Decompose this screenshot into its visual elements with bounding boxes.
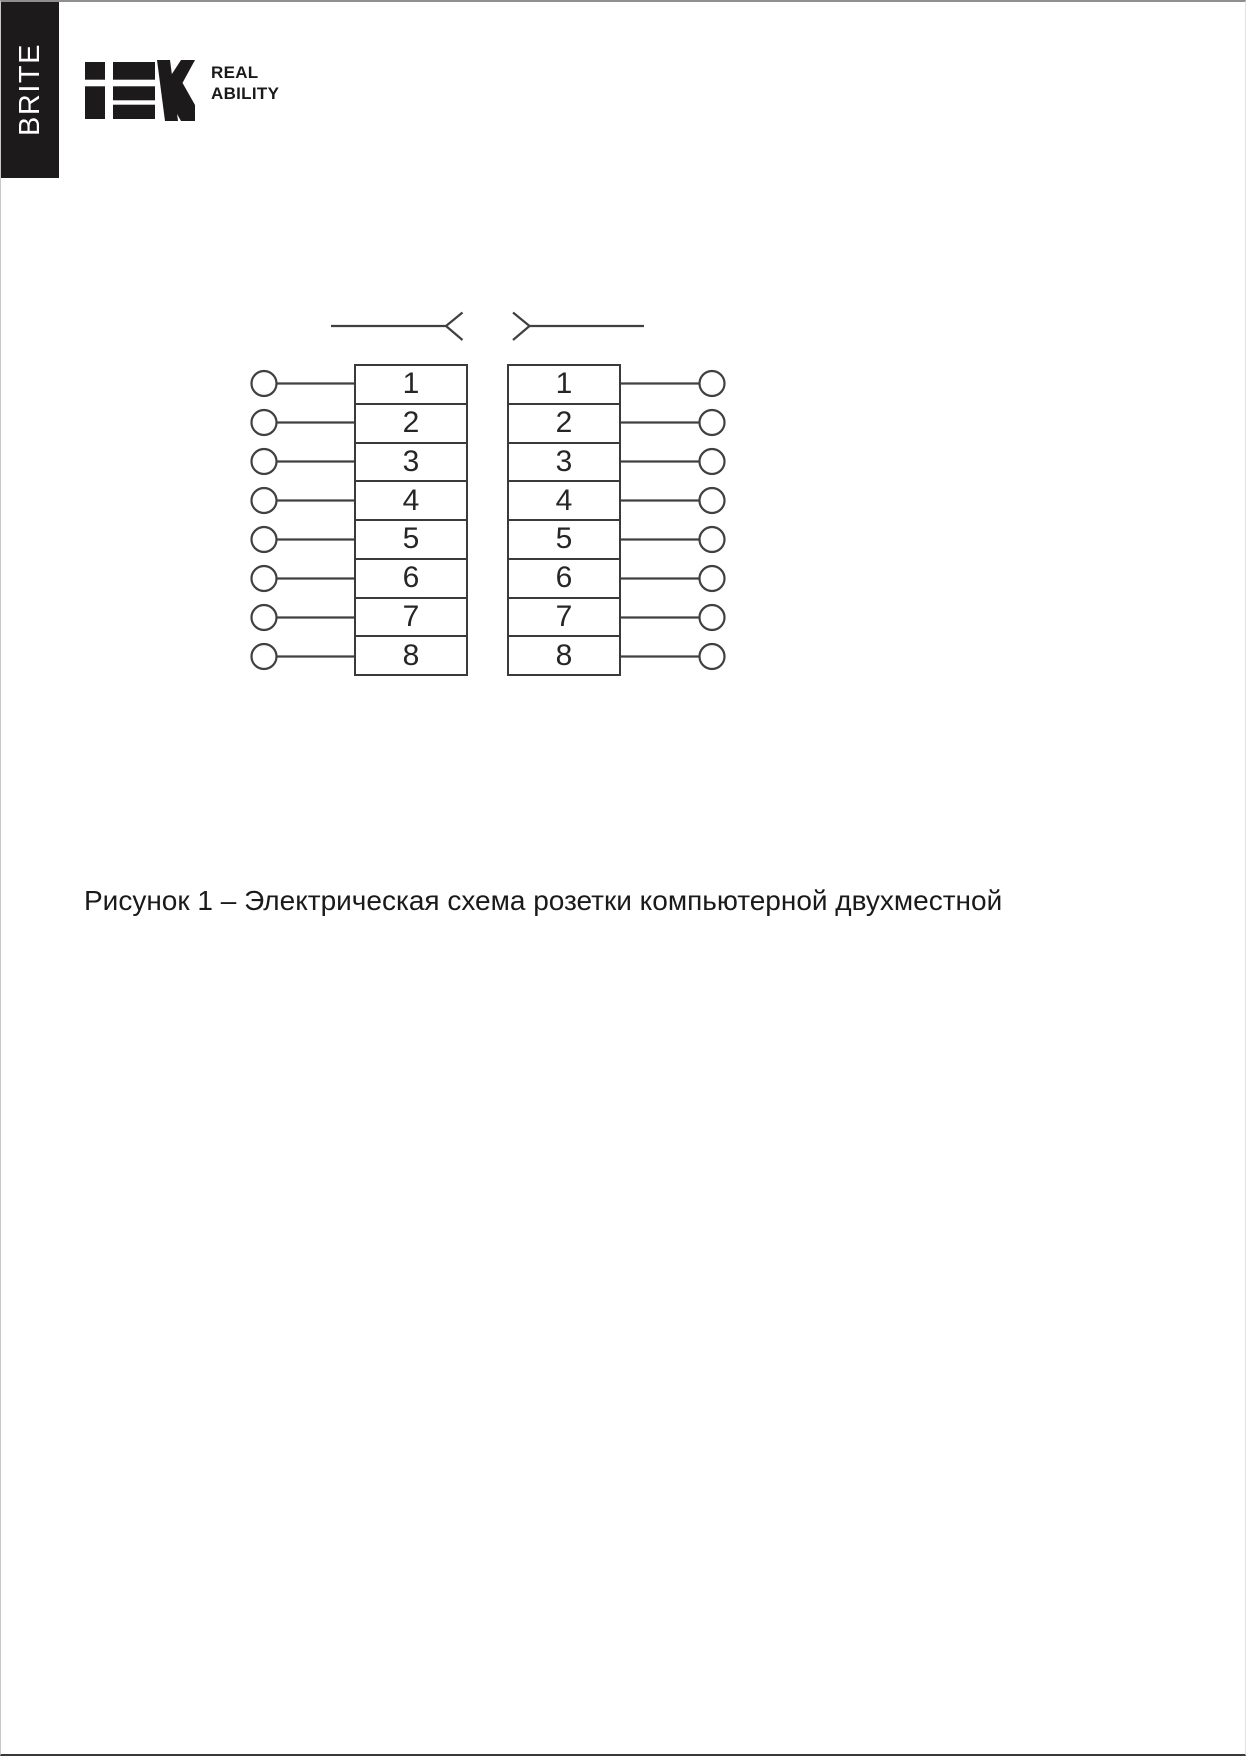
pin-table-right <box>507 364 621 676</box>
terminal-circle <box>252 371 277 396</box>
figure-caption: Рисунок 1 – Электрическая схема розетки компьютерной двухместной <box>84 885 1003 916</box>
pin-row <box>356 482 466 521</box>
pin-row <box>356 560 466 599</box>
pin-number: 7 <box>402 599 420 633</box>
pin-row <box>356 366 466 405</box>
pin-row <box>356 444 466 483</box>
tagline-line-ability: ABILITY <box>211 84 280 103</box>
pin-number: 5 <box>555 522 573 556</box>
pin-row <box>509 599 619 638</box>
terminal-circle <box>252 449 277 474</box>
pin-row <box>356 599 466 638</box>
pin-number: 1 <box>402 367 420 401</box>
pin-number: 4 <box>555 483 573 517</box>
pin-row <box>509 482 619 521</box>
pin-number: 4 <box>402 483 420 517</box>
pin-row <box>509 444 619 483</box>
pin-row <box>509 560 619 599</box>
pin-row <box>356 521 466 560</box>
terminal-circle <box>700 644 725 669</box>
connector-socket-symbol <box>331 313 463 341</box>
right-terminal-circles <box>700 371 725 669</box>
pin-number: 3 <box>555 444 573 478</box>
pin-row <box>356 637 466 674</box>
pin-row <box>509 405 619 444</box>
pin-number: 8 <box>402 638 420 672</box>
terminal-circle <box>252 566 277 591</box>
terminal-circle <box>252 644 277 669</box>
right-wires <box>621 384 700 657</box>
pin-number: 5 <box>402 522 420 556</box>
terminal-circle <box>700 488 725 513</box>
terminal-circle <box>252 410 277 435</box>
brite-banner-label: BRITE <box>13 42 46 136</box>
connector-plug-symbol <box>513 313 644 341</box>
pin-number: 7 <box>555 599 573 633</box>
left-terminal-circles <box>252 371 277 669</box>
terminal-circle <box>252 605 277 630</box>
terminal-circle <box>700 371 725 396</box>
pin-number: 3 <box>402 444 420 478</box>
pin-number: 6 <box>402 561 420 595</box>
pin-number: 2 <box>402 406 420 440</box>
terminal-circle <box>252 527 277 552</box>
pin-number: 2 <box>555 406 573 440</box>
pin-number: 8 <box>555 638 573 672</box>
terminal-circle <box>700 605 725 630</box>
terminal-circle <box>700 410 725 435</box>
pin-row <box>509 521 619 560</box>
terminal-circle <box>700 449 725 474</box>
left-wires <box>277 384 355 657</box>
terminal-circle <box>252 488 277 513</box>
pin-row <box>509 637 619 674</box>
pin-row <box>356 405 466 444</box>
schematic-drawing <box>1 2 1246 1756</box>
pin-table-left <box>354 364 468 676</box>
terminal-circle <box>700 566 725 591</box>
pin-number: 6 <box>555 561 573 595</box>
pin-number: 1 <box>555 367 573 401</box>
tagline-line-real: REAL <box>211 63 259 82</box>
terminal-circle <box>700 527 725 552</box>
pin-row <box>509 366 619 405</box>
